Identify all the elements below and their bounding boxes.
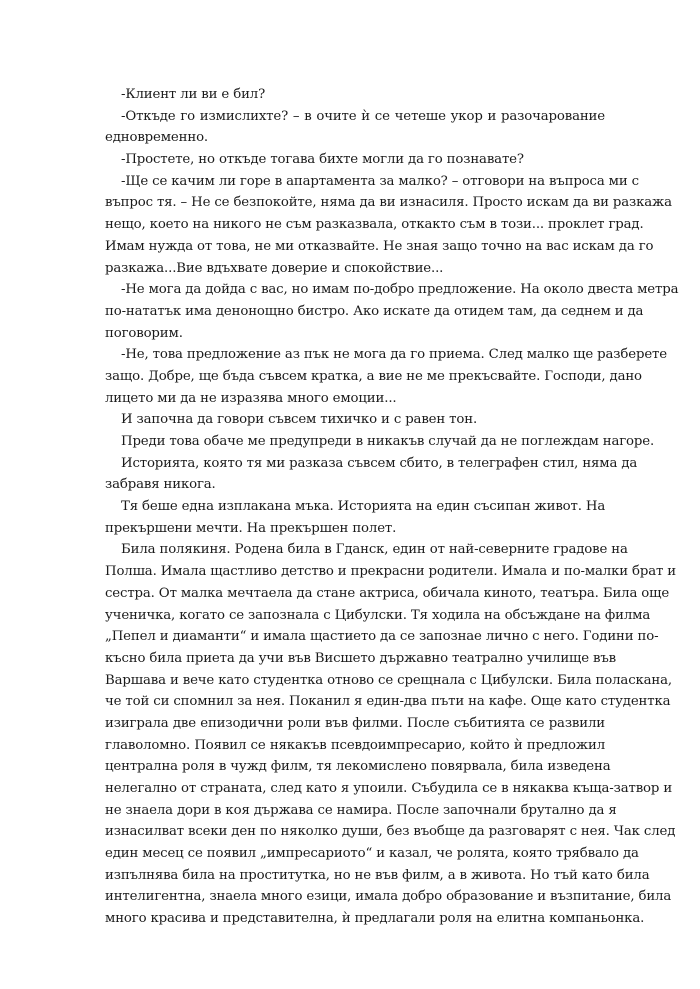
text-line: централна роля в чужд филм, тя лекомислено повярвала, била изведена — [105, 759, 611, 775]
text-line: поговорим. — [105, 325, 183, 341]
text-line: лицето ми да не изразява много емоции... — [105, 390, 397, 406]
text-line: едновременно. — [105, 130, 209, 146]
text-line: Тя беше една изплакана мъка. Историята на един съсипан живот. На — [121, 499, 606, 515]
text-line: -Простете, но откъде тогава бихте могли да го познавате? — [121, 152, 524, 168]
text-line: „Пепел и диаманти“ и имала щастието да се запознае лично с него. Години по- — [105, 629, 659, 645]
text-line: Варшава и вече като студентка отново се срещнала с Цибулски. Била поласкана, — [105, 672, 672, 688]
text-line: главоломно. Появил се някакъв псевдоимпресарио, който ѝ предложил — [105, 737, 605, 753]
text-line: Историята, която тя ми разказа съвсем сбито, в телеграфен стил, няма да — [121, 455, 638, 471]
text-line: въпрос тя. – Не се безпокойте, няма да ви изнасиля. Просто искам да ви разкажа — [105, 195, 672, 211]
text-line: -Клиент ли ви е бил? — [121, 87, 266, 102]
text-line: забравя никога. — [105, 477, 216, 493]
text-line: -Ще се качим ли горе в апартамента за малко? – отговори на въпроса ми с — [121, 173, 639, 189]
text-line: -Не, това предложение аз пък не мога да го приема. След малко ще разберете — [121, 347, 667, 363]
text-line: интелигентна, знаела много езици, имала добро образование и възпитание, била — [105, 889, 672, 905]
text-line: късно била приета да учи във Висшето държавно театрално училище във — [105, 650, 617, 666]
text-line: много красива и представителна, ѝ предлагали роля на елитна компаньонка. — [105, 911, 645, 927]
text-line: нещо, което на никого не съм разказвала, откакто съм в този... проклет град. — [105, 217, 644, 233]
text-line: ученичка, когато се запознала с Цибулски. Тя ходила на обсъждане на филма — [105, 607, 651, 623]
text-line: по-нататък има денонощно бистро. Ако искате да отидем там, да седнем и да — [105, 303, 644, 319]
text-line: Имам нужда от това, не ми отказвайте. Не зная защо точно на вас искам да го — [105, 238, 654, 254]
text-line: че той си спомнил за нея. Поканил я един-два пъти на кафе. Още като студентка — [105, 694, 671, 710]
text-line: изнасилват всеки ден по няколко души, без въобще да разговарят с нея. Чак след — [105, 824, 676, 840]
text-line: изпълнява била на проститутка, но не във филм, а в живота. Но тъй като била — [105, 867, 650, 883]
text-line: Полша. Имала щастливо детство и прекрасни родители. Имала и по-малки брат и — [105, 564, 677, 580]
body-text — [105, 84, 679, 930]
text-line: -Не мога да дойда с вас, но имам по-добро предложение. На около двеста метра — [121, 282, 679, 298]
text-line: разкажа...Вие вдъхвате доверие и спокойствие... — [105, 260, 444, 276]
text-line: един месец се появил „импресариото“ и казал, че ролята, която трябвало да — [105, 846, 639, 862]
text-line: -Откъде го измислихте? – в очите ѝ се четеше укор и разочарование — [121, 108, 605, 124]
text-line: Преди това обаче ме предупреди в никакъв случай да не поглеждам нагоре. — [121, 434, 655, 449]
text-line: нелегално от страната, след като я упоили. Събудила се в някаква къща-затвор и — [105, 781, 673, 796]
text-line: изиграла две епизодични роли във филми. После събитията се развили — [105, 715, 605, 731]
text-line: защо. Добре, ще бъда съвсем кратка, а вие не ме прекъсвайте. Господи, дано — [105, 368, 642, 384]
text-line: сестра. От малка мечтаела да стане актриса, обичала киното, театъра. Била още — [105, 585, 670, 601]
text-line: И започна да говори съвсем тихичко и с равен тон. — [121, 412, 478, 428]
text-line: Била полякиня. Родена била в Гданск, един от най-северните градове на — [121, 542, 628, 558]
text-line: прекършени мечти. На прекършен полет. — [105, 520, 397, 536]
text-line: не знаела дори в коя държава се намира. После започнали брутално да я — [105, 802, 617, 818]
